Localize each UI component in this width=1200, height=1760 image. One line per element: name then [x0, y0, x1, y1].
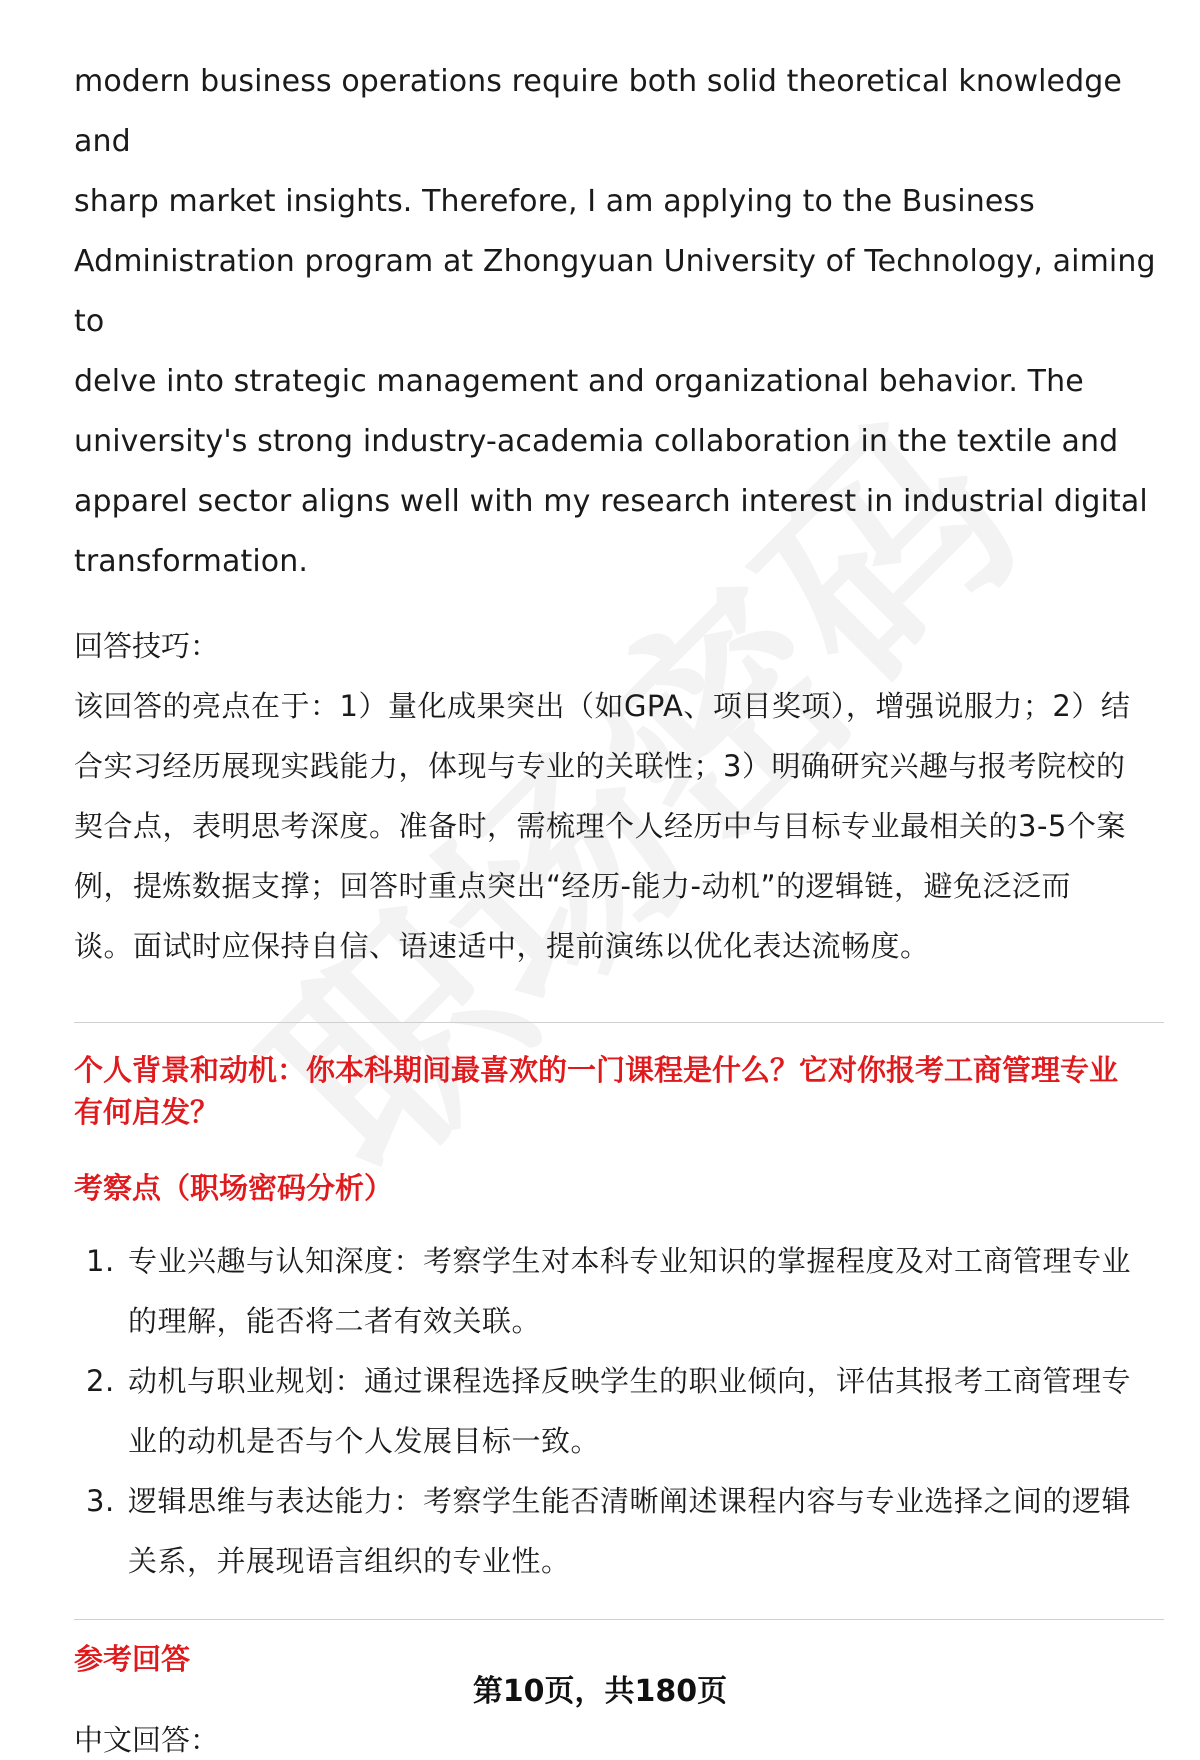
- page-footer: 第10页，共180页: [472, 1674, 728, 1709]
- question-line: 有何启发？: [74, 1095, 220, 1129]
- question-heading: [74, 1049, 1164, 1133]
- list-item: [74, 1471, 1164, 1591]
- section-divider: [74, 1022, 1164, 1023]
- tips-line: 契合点，表明思考深度。准备时，需梳理个人经历中与目标专业最相关的3-5个案: [74, 809, 1126, 843]
- list-item-line: 逻辑思维与表达能力：考察学生能否清晰阐述课程内容与专业选择之间的逻辑: [128, 1484, 1132, 1518]
- question-line: 个人背景和动机：你本科期间最喜欢的一门课程是什么？它对你报考工商管理专业: [74, 1053, 1119, 1087]
- list-item: [74, 1351, 1164, 1471]
- paragraph-line: apparel sector aligns well with my research interest in industrial digital: [74, 484, 1148, 519]
- list-item-line: 的理解，能否将二者有效关联。: [128, 1304, 542, 1338]
- tips-line: 谈。面试时应保持自信、语速适中，提前演练以优化表达流畅度。: [74, 929, 930, 963]
- tips-label: 回答技巧：: [74, 629, 220, 663]
- paragraph-line: transformation.: [74, 544, 308, 579]
- list-item-number: 2.: [86, 1364, 115, 1398]
- paragraph-line: modern business operations require both solid theoretical knowledge and: [74, 64, 1122, 159]
- list-item-number: 1.: [86, 1244, 115, 1278]
- paragraph-line: university's strong industry-academia collaboration in the textile and: [74, 424, 1119, 459]
- chinese-answer-label: 中文回答：: [74, 1723, 220, 1757]
- list-item-line: 专业兴趣与认知深度：考察学生对本科专业知识的掌握程度及对工商管理专业: [128, 1244, 1132, 1278]
- tips-line: 例，提炼数据支撑；回答时重点突出“经历-能力-动机”的逻辑链，避免泛泛而: [74, 869, 1071, 903]
- page-content: [74, 52, 1164, 1760]
- list-item-line: 业的动机是否与个人发展目标一致。: [128, 1424, 601, 1458]
- paragraph-line: sharp market insights. Therefore, I am applying to the Business: [74, 184, 1035, 219]
- list-item-line: 动机与职业规划：通过课程选择反映学生的职业倾向，评估其报考工商管理专: [128, 1364, 1132, 1398]
- tips-paragraph: [74, 676, 1164, 976]
- analysis-title: 考察点（职场密码分析）: [74, 1171, 394, 1205]
- english-answer-paragraph: [74, 52, 1164, 592]
- list-item-number: 3.: [86, 1484, 115, 1518]
- analysis-list: [74, 1231, 1164, 1591]
- reference-answer-title: 参考回答: [74, 1642, 191, 1676]
- list-item: [74, 1231, 1164, 1351]
- paragraph-line: delve into strategic management and organizational behavior. The: [74, 364, 1084, 399]
- section-divider: [74, 1619, 1164, 1620]
- paragraph-line: Administration program at Zhongyuan University of Technology, aiming to: [74, 244, 1156, 339]
- list-item-line: 关系，并展现语言组织的专业性。: [128, 1544, 571, 1578]
- tips-line: 合实习经历展现实践能力，体现与专业的关联性；3）明确研究兴趣与报考院校的: [74, 749, 1126, 783]
- tips-line: 该回答的亮点在于：1）量化成果突出（如GPA、项目奖项），增强说服力；2）结: [74, 689, 1131, 723]
